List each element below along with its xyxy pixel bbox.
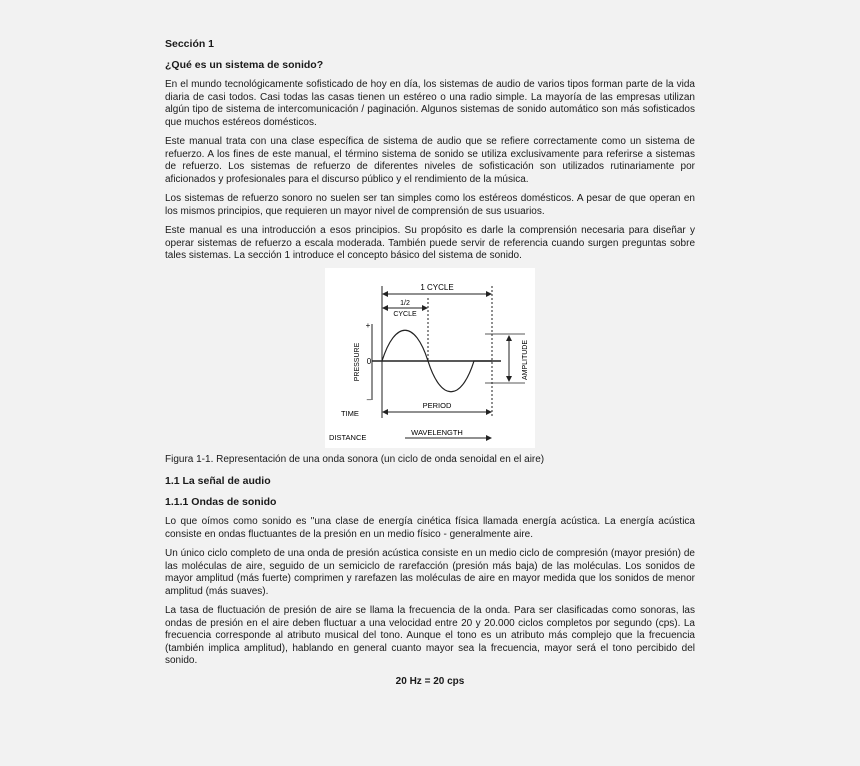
- time-label: TIME: [341, 408, 359, 418]
- sine-wave-diagram: [325, 268, 535, 448]
- period-label: PERIOD: [422, 400, 452, 410]
- plus-label: +: [365, 320, 371, 330]
- amplitude-label: AMPLITUDE: [522, 339, 529, 380]
- minus-label: –: [366, 394, 372, 404]
- formula: 20 Hz = 20 cps: [395, 675, 465, 687]
- intro-paragraph-3: Los sistemas de refuerzo sonoro no suelen ser tan simples como los estéreos domésticos. A pesar de que operan en los mismos principios, que requieren un mayor nivel de comprensión de sus usuarios.: [165, 193, 695, 217]
- distance-label: DISTANCE: [329, 432, 367, 442]
- intro-paragraph-2: Este manual trata con una clase específica de sistema de audio que se refiere correctamente como un sistema de refuerzo. A los fines de este manual, el término sistema de sonido se utiliza exclusivamente para referirse a sistemas de refuerzo. Los sistemas de refuerzo de diferentes niveles de sofisticación son utilizados rutinariamente por aficionados y profesionales para el discurso público y el rendimiento de la música.: [165, 136, 695, 185]
- zero-label: 0: [366, 356, 372, 366]
- figure-caption: Figura 1-1. Representación de una onda sonora (un ciclo de onda senoidal en el aire): [165, 453, 545, 465]
- document-content: [165, 38, 695, 688]
- one-cycle-label: 1 CYCLE: [420, 282, 454, 292]
- half-fraction-label: 1/2: [400, 299, 410, 307]
- intro-paragraph-1: En el mundo tecnológicamente sofisticado de hoy en día, los sistemas de audio de varios tipos forman parte de la vida diaria de casi todos. Casi todas las casas tienen un estéreo o una radio simple. La mayoría de las empresas utilizan algún tipo de sistema de intercomunicación / paginación. Algunos sistemas de sonido automático son más sofisticados que muchos estéreos domésticos.: [165, 79, 695, 128]
- section-title: Sección 1: [165, 38, 215, 50]
- body-paragraph-3: La tasa de fluctuación de presión de aire se llama la frecuencia de la onda. Para ser clasificadas como sonoras, las ondas de presión en el aire deben fluctuar a una velocidad entre 20 y 20.000 ciclos completos por segundo (cps). La frecuencia corresponde al atributo musical del tono. Aunque el tono es un atributo más complejo que la frecuencia (también implica amplitud), hablando en general cuanto mayor sea la frecuencia, mayor será el tono percibido del sonido.: [165, 605, 695, 666]
- section-subtitle: ¿Qué es un sistema de sonido?: [165, 58, 324, 71]
- intro-paragraph-4: Este manual es una introducción a esos principios. Su propósito es darle la comprensión necesaria para diseñar y operar sistemas de refuerzo a escala moderada. También puede servir de referencia cuando surgen preguntas sobre tales sistemas. La sección 1 introduce el concepto básico del sistema de sonido.: [165, 225, 695, 261]
- body-paragraph-2: Un único ciclo completo de una onda de presión acústica consiste en un medio ciclo de compresión (mayor presión) de las moléculas de aire, seguido de un semiciclo de rarefacción (presión más baja) de las moléculas. Los sonidos de mayor amplitud (más fuerte) comprimen y rarefazen las moléculas de aire en mayor medida que los sonidos de menor amplitud (más suaves).: [165, 548, 695, 597]
- half-cycle-label: CYCLE: [393, 310, 417, 318]
- wavelength-label: WAVELENGTH: [411, 427, 463, 437]
- subsection-heading-1: 1.1 La señal de audio: [165, 475, 271, 487]
- subsection-heading-2: 1.1.1 Ondas de sonido: [165, 495, 277, 508]
- sine-wave-figure: [325, 268, 535, 448]
- body-paragraph-1: Lo que oímos como sonido es "una clase de energía cinética física llamada energía acústica. La energía acústica consiste en ondas fluctuantes de la presión en un medio físico - generalmente aire.: [165, 516, 695, 540]
- pressure-label: PRESSURE: [354, 342, 361, 381]
